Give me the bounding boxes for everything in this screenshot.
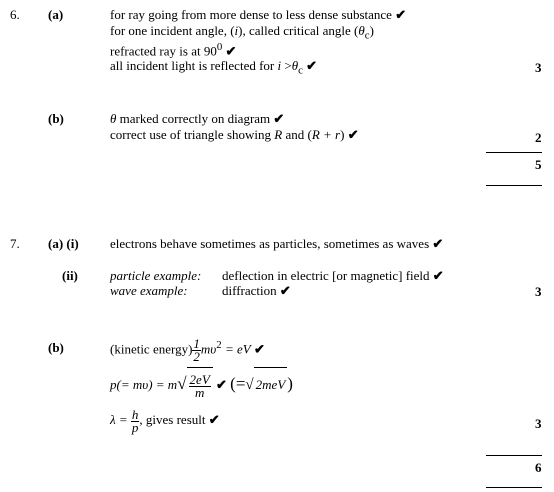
- q7-number: 7.: [10, 236, 20, 251]
- q7-total-rule-top: [486, 455, 542, 456]
- particle-label: particle example:: [110, 268, 202, 283]
- tick-icon: ✔: [208, 412, 220, 427]
- tick-icon: ✔: [432, 236, 444, 251]
- momentum-equation: p(= mυ) = m√ $\frac{2eV}{m}$ ✔ (=√ 2meV ): [110, 367, 293, 402]
- wavelength-equation: λ = $\frac{h}{p}$ , gives result ✔: [110, 406, 220, 435]
- tick-icon: ✔: [432, 268, 444, 283]
- q7-total-rule-bottom: [486, 487, 542, 488]
- q6-b-label: (b): [48, 111, 64, 126]
- q7-a-i-text: electrons behave sometimes as particles, sometimes as waves ✔: [110, 236, 444, 251]
- q7-b-label: (b): [48, 340, 64, 355]
- q6-total-rule-top: [486, 152, 542, 153]
- particle-text: deflection in electric [or magnetic] field ✔: [222, 268, 444, 283]
- q6-b-line2: correct use of triangle showing R and (R + r) ✔: [110, 127, 359, 142]
- q7-a-marks: 3: [535, 284, 542, 299]
- half-fraction: $\frac{1}{2}$: [193, 335, 200, 364]
- q6-a-line3: refracted ray is at $90^0$ ✔: [110, 41, 237, 59]
- q6-a-marks: 3: [535, 60, 542, 75]
- q7-a-label: (a) (i): [48, 236, 79, 251]
- tick-icon: ✔: [216, 377, 227, 392]
- ke-equation: (kinetic energy) $\frac{1}{2}$ $m\upsilon^2$ = eV ✔: [110, 335, 265, 364]
- q6-total-rule-bottom: [486, 185, 542, 186]
- q6-a-line2: for one incident angle, (i), called critical angle $(\theta_c)$: [110, 23, 374, 42]
- h-over-p-fraction: $\frac{h}{p}$: [131, 406, 139, 435]
- tick-icon: ✔: [279, 283, 291, 298]
- q6-b-marks: 2: [535, 130, 542, 145]
- q6-a-label: (a): [48, 7, 64, 22]
- tick-icon: ✔: [347, 127, 359, 142]
- q6-a-line4: all incident light is reflected for $i >\theta_c$ ✔: [110, 58, 318, 77]
- q6-total: 5: [535, 157, 542, 172]
- q6-number: 6.: [10, 7, 20, 22]
- tick-icon: ✔: [306, 58, 318, 73]
- tick-icon: ✔: [273, 111, 285, 126]
- tick-icon: ✔: [253, 341, 265, 357]
- sqrt-fraction: $\frac{2eV}{m}$: [189, 371, 210, 400]
- wave-label: wave example:: [110, 283, 188, 298]
- q6-a-line1: for ray going from more dense to less dense substance ✔: [110, 7, 407, 22]
- q6-b-line1: θ marked correctly on diagram ✔: [110, 111, 285, 126]
- q7-a-ii-label: (ii): [62, 268, 78, 283]
- q7-b-marks: 3: [535, 416, 542, 431]
- tick-icon: ✔: [395, 7, 407, 22]
- q7-total: 6: [535, 460, 542, 475]
- tick-icon: ✔: [225, 43, 237, 59]
- wave-text: diffraction ✔: [222, 283, 291, 298]
